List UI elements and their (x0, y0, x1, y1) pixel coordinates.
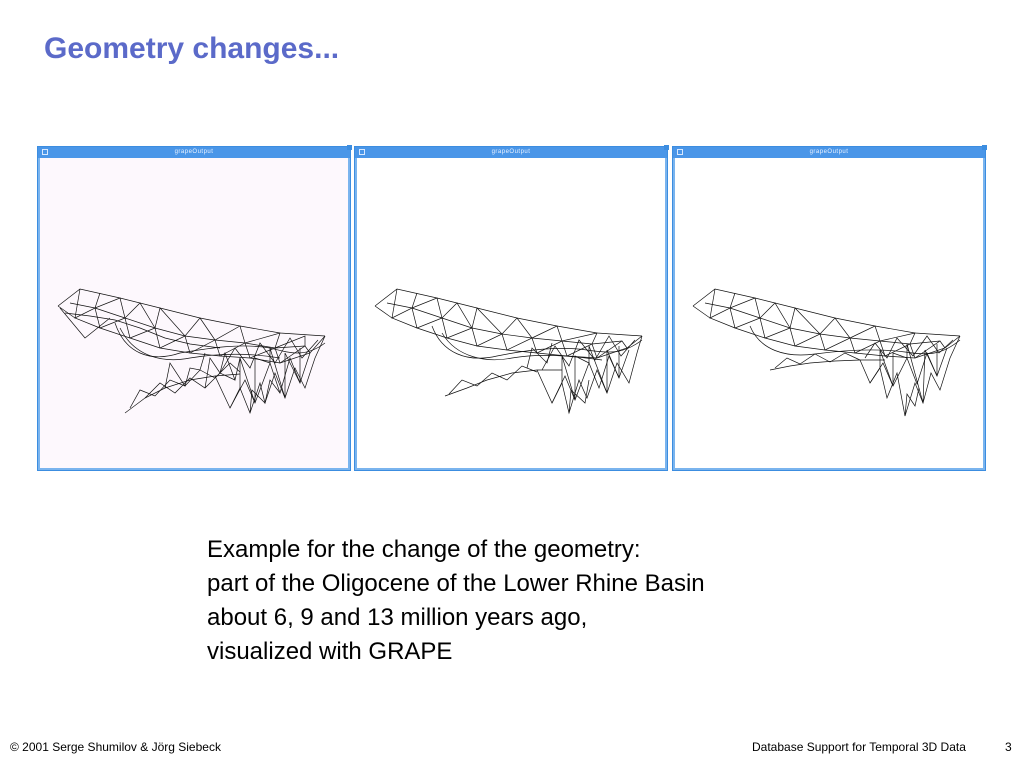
resize-handle[interactable] (982, 145, 987, 150)
window-title: grapeOutput (174, 149, 214, 155)
grape-output-window-3[interactable] (672, 146, 986, 471)
mesh-canvas (38, 158, 350, 470)
wireframe-mesh-2 (357, 158, 667, 470)
grape-output-window-1[interactable] (37, 146, 351, 471)
window-title: grapeOutput (491, 149, 531, 155)
slide-title: Geometry changes... (44, 32, 340, 65)
window-title: grapeOutput (809, 149, 849, 155)
footer-presentation-title: Database Support for Temporal 3D Data (752, 740, 966, 754)
caption-line: Example for the change of the geometry: (207, 536, 641, 563)
page-number: 3 (1005, 740, 1012, 754)
window-menu-icon[interactable] (359, 149, 365, 155)
caption-line: visualized with GRAPE (207, 638, 453, 665)
caption-line: part of the Oligocene of the Lower Rhine Basin (207, 570, 705, 597)
wireframe-mesh-3 (675, 158, 985, 470)
mesh-canvas (673, 158, 985, 470)
window-menu-icon[interactable] (42, 149, 48, 155)
footer-copyright: © 2001 Serge Shumilov & Jörg Siebeck (10, 740, 221, 754)
mesh-canvas (355, 158, 667, 470)
window-titlebar[interactable] (38, 147, 350, 158)
window-titlebar[interactable] (673, 147, 985, 158)
grape-output-window-2[interactable] (354, 146, 668, 471)
window-menu-icon[interactable] (677, 149, 683, 155)
slide-caption (207, 533, 705, 669)
window-titlebar[interactable] (355, 147, 667, 158)
resize-handle[interactable] (347, 145, 352, 150)
caption-line: about 6, 9 and 13 million years ago, (207, 604, 588, 631)
resize-handle[interactable] (664, 145, 669, 150)
wireframe-mesh-1 (40, 158, 350, 470)
